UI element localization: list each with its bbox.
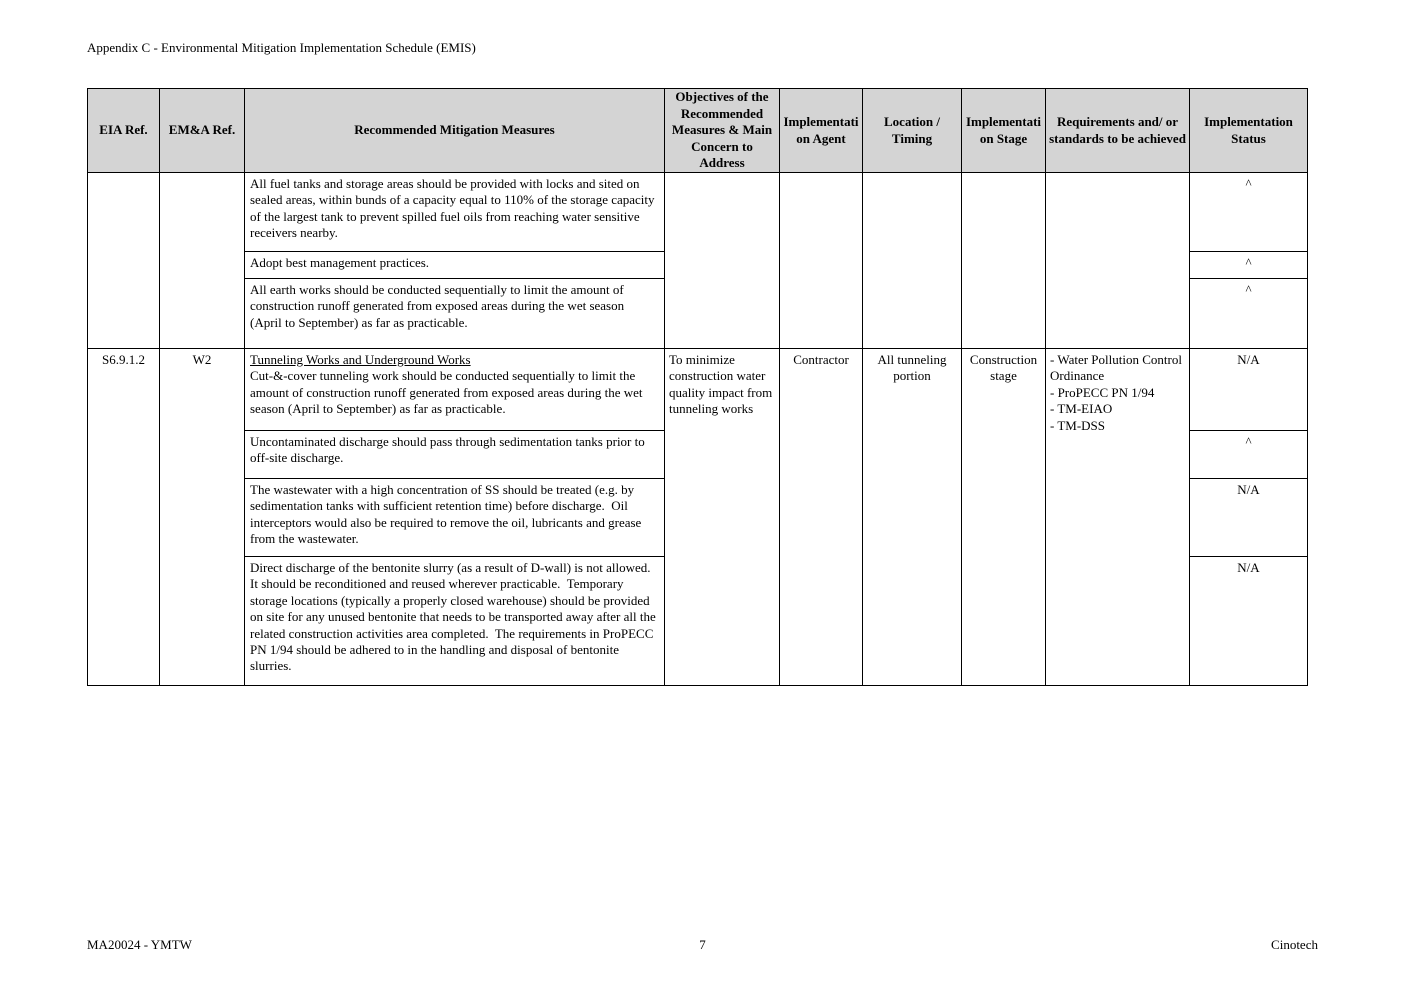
col-header-stage: Implementation Stage bbox=[962, 89, 1046, 172]
location-cell: All tunneling portion bbox=[863, 349, 962, 685]
requirement-item: - ProPECC PN 1/94 bbox=[1050, 384, 1155, 400]
table-section-row bbox=[88, 349, 1307, 685]
requirement-item: - TM-DSS bbox=[1050, 417, 1106, 433]
measure-item bbox=[245, 279, 664, 348]
requirements-cell bbox=[1046, 349, 1190, 685]
status-item: N/A bbox=[1190, 479, 1307, 557]
footer-company: Cinotech bbox=[1271, 937, 1318, 952]
col-header-agent: Implementation Agent bbox=[780, 89, 863, 172]
page-footer bbox=[87, 937, 1318, 953]
status-item: ^ bbox=[1245, 282, 1252, 297]
measures-cell bbox=[245, 349, 665, 685]
footer-page-number: 7 bbox=[699, 937, 706, 952]
status-item: N/A bbox=[1190, 349, 1307, 431]
requirements-cell bbox=[1046, 173, 1190, 348]
agent-cell: Contractor bbox=[780, 349, 863, 685]
measures-cell bbox=[245, 173, 665, 348]
table-header-row bbox=[88, 89, 1307, 173]
measure-item bbox=[245, 557, 664, 685]
measure-text: Uncontaminated discharge should pass through sedimentation tanks prior to off-site discharge. bbox=[250, 434, 648, 466]
stage-cell bbox=[962, 173, 1046, 348]
measure-item bbox=[245, 479, 664, 557]
footer-project-code: MA20024 - YMTW bbox=[87, 937, 192, 952]
mitigation-schedule-table bbox=[87, 88, 1308, 686]
measure-item bbox=[245, 252, 664, 279]
col-header-measures: Recommended Mitigation Measures bbox=[245, 89, 665, 172]
status-cell bbox=[1190, 349, 1307, 685]
status-item: ^ bbox=[1190, 252, 1307, 279]
ema-ref-cell: W2 bbox=[160, 349, 245, 685]
measure-text: All fuel tanks and storage areas should be provided with locks and sited on sealed areas, within bunds of a capacity equal to 110% of the storage capacity of the largest tank to prevent spilled fuel oils from reaching water sensitive receivers nearby. bbox=[250, 176, 658, 241]
status-item: N/A bbox=[1237, 560, 1260, 575]
measure-text: Cut-&-cover tunneling work should be conducted sequentially to limit the amount of construction runoff generated from exposed areas during the wet season (April to September) as far as practicable. bbox=[250, 368, 646, 417]
page-title: Appendix C - Environmental Mitigation Implementation Schedule (EMIS) bbox=[87, 40, 476, 55]
status-item: ^ bbox=[1190, 173, 1307, 252]
measure-text: Adopt best management practices. bbox=[250, 255, 430, 270]
col-header-requirements: Requirements and/ or standards to be achieved bbox=[1046, 89, 1190, 172]
measure-text: The wastewater with a high concentration of SS should be treated (e.g. by sedimentation tanks with sufficient retention time) before discharge. Oil interceptors would also be required to remove the oil, lubricants and grease from the wastewater. bbox=[250, 482, 645, 547]
measure-item bbox=[245, 431, 664, 479]
agent-cell bbox=[780, 173, 863, 348]
status-cell bbox=[1190, 173, 1307, 348]
requirement-item: - TM-EIAO bbox=[1050, 401, 1113, 417]
eia-ref-cell: S6.9.1.2 bbox=[88, 349, 160, 685]
location-cell bbox=[863, 173, 962, 348]
stage-cell: Construction stage bbox=[962, 349, 1046, 685]
status-item: ^ bbox=[1190, 431, 1307, 479]
col-header-status: Implementation Status bbox=[1190, 89, 1307, 172]
measure-heading: Tunneling Works and Underground Works bbox=[250, 352, 471, 367]
measure-text: All earth works should be conducted sequentially to limit the amount of construction runoff generated from exposed areas during the wet season (April to September) as far as practicable. bbox=[250, 282, 628, 330]
ema-ref-cell bbox=[160, 173, 245, 348]
measure-item bbox=[245, 349, 664, 431]
col-header-eia-ref: EIA Ref. bbox=[88, 89, 160, 172]
objectives-cell bbox=[665, 173, 780, 348]
objectives-cell: To minimize construction water quality impact from tunneling works bbox=[665, 349, 780, 685]
col-header-objectives: Objectives of the Recommended Measures & Main Concern to Address bbox=[665, 89, 780, 172]
table-section-row bbox=[88, 173, 1307, 349]
col-header-ema-ref: EM&A Ref. bbox=[160, 89, 245, 172]
measure-item bbox=[245, 173, 664, 252]
eia-ref-cell bbox=[88, 173, 160, 348]
measure-text: Direct discharge of the bentonite slurry (as a result of D-wall) is not allowed. It should be reconditioned and reused wherever practicable. Temporary storage locations (typically a properly closed warehouse) should be provided on site for any unused bentonite that needs to be transported away after all the related construction activities area completed. The requirements in ProPECC PN 1/94 should be adhered to in the handling and disposal of bentonite slurries. bbox=[250, 560, 660, 674]
col-header-location-timing: Location / Timing bbox=[863, 89, 962, 172]
requirement-item: - Water Pollution Control Ordinance bbox=[1050, 352, 1182, 384]
